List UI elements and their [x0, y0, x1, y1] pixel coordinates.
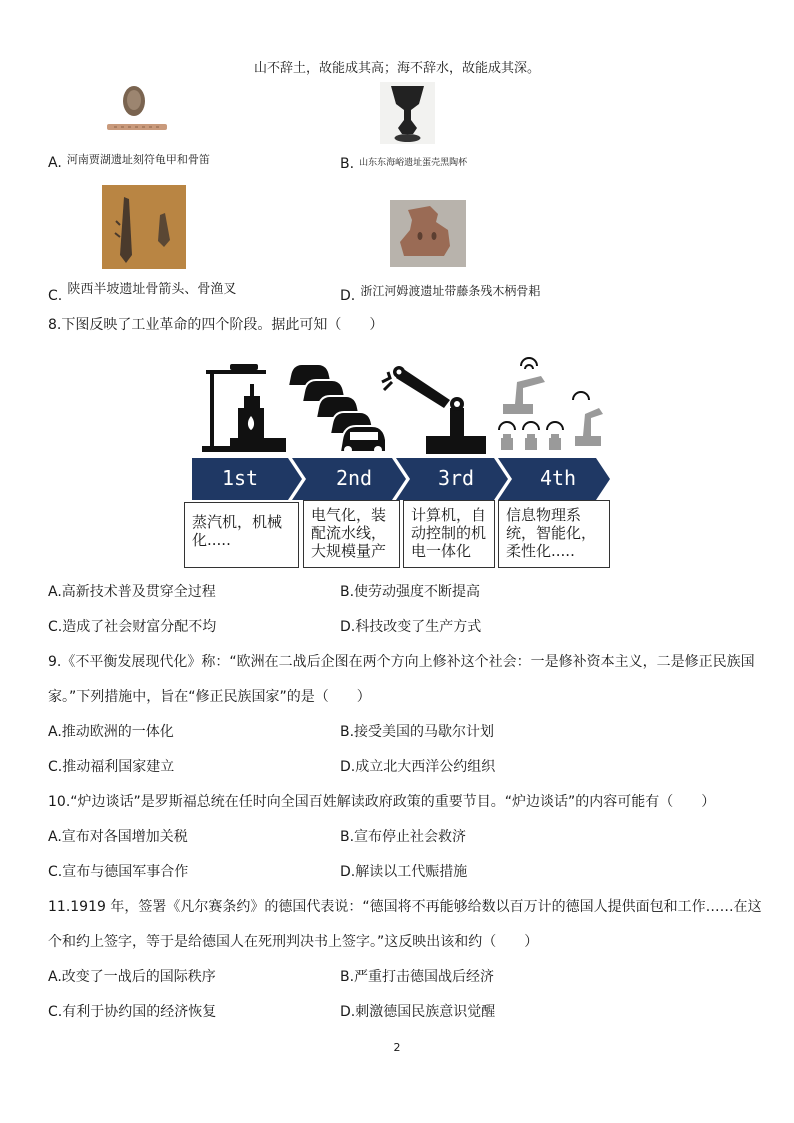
stage-4-description: 信息物理系统，智能化，柔性化.....: [498, 500, 610, 568]
smart-factory-robots-icon: [495, 356, 607, 456]
question-9-option-b: B.接受美国的马歇尔计划: [340, 724, 495, 740]
question-9-option-a: A.推动欧洲的一体化: [48, 724, 174, 740]
tortoise-shell-and-bone-flute-photo: [106, 83, 168, 139]
question-11-option-c: C.有利于协约国的经济恢复: [48, 1004, 217, 1020]
bone-arrowhead-and-fish-spear-photo: [102, 185, 186, 269]
question-9-stem-line-1: 9.《不平衡发展现代化》称：“欧洲在二战后企图在两个方向上修补这个社会：一是修补资本主义，二是修正民族国: [48, 654, 755, 670]
stage-2-description: 电气化，装配流水线，大规模量产: [303, 500, 400, 568]
option-b-letter: B.: [340, 156, 355, 172]
page-number: 2: [393, 1041, 401, 1054]
question-10-option-a: A.宣布对各国增加关税: [48, 829, 188, 845]
question-9-option-c: C.推动福利国家建立: [48, 759, 175, 775]
steam-engine-icon: [200, 360, 290, 456]
question-10-option-b: B.宣布停止社会救济: [340, 829, 467, 845]
stage-1-label: 1st: [221, 466, 259, 490]
stage-1-description: 蒸汽机，机械化.....: [184, 502, 299, 568]
option-a-caption: 河南贾湖遗址刻符龟甲和骨笛: [66, 153, 210, 166]
question-8-option-b: B.使劳动强度不断提高: [340, 584, 481, 600]
bone-spade-photo: [390, 200, 466, 267]
question-10-stem: 10.“炉边谈话”是罗斯福总统在任时向全国百姓解读政府政策的重要节目。“炉边谈话”的内容可能有（ ）: [48, 794, 716, 810]
question-8-option-d: D.科技改变了生产方式: [340, 619, 482, 635]
stage-2-label: 2nd: [335, 466, 373, 490]
stage-3-description: 计算机，自动控制的机电一体化: [403, 500, 495, 568]
question-11-option-b: B.严重打击德国战后经济: [340, 969, 495, 985]
question-10-option-d: D.解读以工代赈措施: [340, 864, 468, 880]
question-8-option-a: A.高新技术普及贯穿全过程: [48, 584, 216, 600]
option-d-caption: 浙江河姆渡遗址带藤条残木柄骨耜: [360, 284, 541, 298]
question-9-option-d: D.成立北大西洋公约组织: [340, 759, 496, 775]
stage-4-label: 4th: [539, 466, 577, 490]
question-11-option-a: A.改变了一战后的国际秩序: [48, 969, 216, 985]
option-b-caption: 山东东海峪遗址蛋壳黑陶杯: [359, 158, 468, 168]
robot-arm-icon: [378, 360, 492, 456]
stage-3-label: 3rd: [437, 466, 475, 490]
question-11-option-d: D.刺激德国民族意识觉醒: [340, 1004, 496, 1020]
question-11-stem-line-1: 11.1919 年，签署《凡尔赛条约》的德国代表说：“德国将不再能够给数以百万计的德国人提供面包和工作……在这: [48, 899, 762, 915]
question-10-option-c: C.宣布与德国军事合作: [48, 864, 189, 880]
page-header-motto: 山不辞土，故能成其高；海不辞水，故能成其深。: [253, 61, 540, 76]
option-d-letter: D.: [340, 288, 356, 304]
option-a-letter: A.: [48, 155, 62, 171]
option-c-caption: 陕西半坡遗址骨箭头、骨渔叉: [67, 282, 237, 297]
black-pottery-cup-photo: [380, 82, 435, 144]
question-9-stem-line-2: 家。”下列措施中，旨在“修正民族国家”的是（ ）: [48, 689, 371, 705]
question-8-stem: 8.下图反映了工业革命的四个阶段。据此可知（ ）: [48, 317, 384, 333]
car-assembly-line-icon: [288, 358, 388, 458]
option-c-letter: C.: [48, 288, 63, 304]
question-8-option-c: C.造成了社会财富分配不均: [48, 619, 217, 635]
question-11-stem-line-2: 个和约上签字，等于是给德国人在死刑判决书上签字。”这反映出该和约（ ）: [48, 934, 539, 950]
